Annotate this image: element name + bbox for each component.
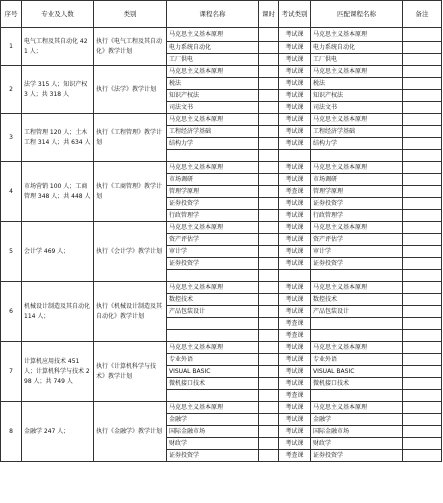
cell-note bbox=[403, 42, 442, 54]
cell-note bbox=[403, 306, 442, 318]
cell-transition: 证券投资学 bbox=[311, 198, 403, 210]
cell-category: 执行《工商管理》教学计划 bbox=[94, 162, 167, 222]
cell-seq: 5 bbox=[1, 222, 22, 282]
cell-exam-type: 考试课 bbox=[279, 306, 311, 318]
cell-exam-type: 考试课 bbox=[279, 102, 311, 114]
cell-exam-type: 考试课 bbox=[279, 258, 311, 270]
cell-exam-type: 考试课 bbox=[279, 138, 311, 150]
cell-hours bbox=[259, 186, 279, 198]
cell-note bbox=[403, 378, 442, 390]
cell-category: 执行《工程管理》教学计划 bbox=[94, 114, 167, 162]
cell-note bbox=[403, 90, 442, 102]
cell-note bbox=[403, 138, 442, 150]
table-row bbox=[1, 114, 442, 126]
cell-course: 行政管理学 bbox=[167, 210, 259, 222]
cell-major: 机械设计制造及其自动化 114 人； bbox=[22, 282, 94, 342]
cell-course bbox=[167, 270, 259, 282]
cell-exam-type: 考试课 bbox=[279, 438, 311, 450]
header-hours: 课时 bbox=[259, 1, 279, 28]
cell-hours bbox=[259, 102, 279, 114]
cell-hours bbox=[259, 354, 279, 366]
cell-note bbox=[403, 28, 442, 42]
table-row bbox=[1, 66, 442, 78]
cell-transition bbox=[311, 318, 403, 330]
cell-exam-type: 考试课 bbox=[279, 246, 311, 258]
cell-exam-type: 考试课 bbox=[279, 28, 311, 42]
cell-hours bbox=[259, 366, 279, 378]
cell-hours bbox=[259, 390, 279, 402]
cell-exam-type: 考试课 bbox=[279, 354, 311, 366]
cell-hours bbox=[259, 222, 279, 234]
cell-course: 国际金融市场 bbox=[167, 426, 259, 438]
cell-hours bbox=[259, 66, 279, 78]
cell-transition: 税法 bbox=[311, 78, 403, 90]
cell-exam-type: 考试课 bbox=[279, 126, 311, 138]
cell-hours bbox=[259, 138, 279, 150]
cell-transition: 马克思主义基本原理 bbox=[311, 342, 403, 354]
cell-course bbox=[167, 318, 259, 330]
cell-note bbox=[403, 198, 442, 210]
cell-transition: 产品包装设计 bbox=[311, 306, 403, 318]
cell-course: 市场调研 bbox=[167, 174, 259, 186]
cell-major: 计算机应用技术 451 人；计算机科学与技术 298 人；共 749 人 bbox=[22, 342, 94, 402]
cell-exam-type: 考试课 bbox=[279, 114, 311, 126]
cell-course: 金融学 bbox=[167, 414, 259, 426]
cell-course: 马克思主义基本原理 bbox=[167, 28, 259, 42]
cell-course: 司法文书 bbox=[167, 102, 259, 114]
cell-course: 工厂供电 bbox=[167, 54, 259, 66]
cell-transition: 数控技术 bbox=[311, 294, 403, 306]
cell-course: 审计学 bbox=[167, 246, 259, 258]
table-row bbox=[1, 402, 442, 414]
cell-exam-type: 考试课 bbox=[279, 174, 311, 186]
cell-transition: 行政管理学 bbox=[311, 210, 403, 222]
cell-seq: 4 bbox=[1, 162, 22, 222]
cell-exam-type: 考试课 bbox=[279, 90, 311, 102]
cell-course: 马克思主义基本原理 bbox=[167, 282, 259, 294]
cell-seq: 7 bbox=[1, 342, 22, 402]
cell-note bbox=[403, 210, 442, 222]
cell-hours bbox=[259, 426, 279, 438]
cell-hours bbox=[259, 282, 279, 294]
cell-course: 马克思主义基本原理 bbox=[167, 66, 259, 78]
cell-note bbox=[403, 102, 442, 114]
header-seq: 序号 bbox=[1, 1, 22, 28]
cell-course: 数控技术 bbox=[167, 294, 259, 306]
cell-course: 管理学原理 bbox=[167, 186, 259, 198]
cell-exam-type: 考试课 bbox=[279, 414, 311, 426]
cell-course bbox=[167, 390, 259, 402]
cell-hours bbox=[259, 126, 279, 138]
cell-exam-type: 考试课 bbox=[279, 342, 311, 354]
cell-note bbox=[403, 66, 442, 78]
header-exam-type: 考试类别 bbox=[279, 1, 311, 28]
cell-transition: 审计学 bbox=[311, 246, 403, 258]
cell-seq: 3 bbox=[1, 114, 22, 162]
cell-hours bbox=[259, 378, 279, 390]
table-row bbox=[1, 282, 442, 294]
header-major: 专业及人数 bbox=[22, 1, 94, 28]
cell-course: VISUAL BASIC bbox=[167, 366, 259, 378]
cell-seq: 8 bbox=[1, 402, 22, 462]
cell-major: 电气工程及其自动化 421 人； bbox=[22, 28, 94, 66]
cell-exam-type: 考查课 bbox=[279, 318, 311, 330]
cell-course: 财政学 bbox=[167, 438, 259, 450]
cell-hours bbox=[259, 198, 279, 210]
cell-hours bbox=[259, 54, 279, 66]
cell-exam-type: 考试课 bbox=[279, 42, 311, 54]
header-row bbox=[1, 1, 442, 28]
cell-transition: 专业外语 bbox=[311, 354, 403, 366]
cell-note bbox=[403, 330, 442, 342]
cell-transition: 马克思主义基本原理 bbox=[311, 282, 403, 294]
cell-hours bbox=[259, 258, 279, 270]
cell-seq: 1 bbox=[1, 28, 22, 66]
cell-hours bbox=[259, 246, 279, 258]
table-row bbox=[1, 28, 442, 42]
cell-category: 执行《电气工程及其自动化》教学计划 bbox=[94, 28, 167, 66]
cell-transition bbox=[311, 330, 403, 342]
cell-transition: 马克思主义基本原理 bbox=[311, 162, 403, 174]
cell-course: 税法 bbox=[167, 78, 259, 90]
cell-course: 微机接口技术 bbox=[167, 378, 259, 390]
cell-note bbox=[403, 174, 442, 186]
cell-course: 结构力学 bbox=[167, 138, 259, 150]
cell-exam-type: 考试课 bbox=[279, 66, 311, 78]
cell-transition: 马克思主义基本原理 bbox=[311, 402, 403, 414]
cell-transition: 马克思主义基本原理 bbox=[311, 28, 403, 42]
cell-course: 专业外语 bbox=[167, 354, 259, 366]
cell-major: 会计学 469 人； bbox=[22, 222, 94, 282]
cell-transition: 微机接口技术 bbox=[311, 378, 403, 390]
table-row bbox=[1, 162, 442, 174]
cell-note bbox=[403, 402, 442, 414]
table-row bbox=[1, 222, 442, 234]
cell-hours bbox=[259, 234, 279, 246]
cell-note bbox=[403, 246, 442, 258]
cell-course: 马克思主义基本原理 bbox=[167, 342, 259, 354]
cell-hours bbox=[259, 402, 279, 414]
cell-hours bbox=[259, 330, 279, 342]
cell-course bbox=[167, 150, 259, 162]
cell-course: 证券投资学 bbox=[167, 258, 259, 270]
cell-note bbox=[403, 318, 442, 330]
table-row bbox=[1, 342, 442, 354]
cell-exam-type: 考试课 bbox=[279, 222, 311, 234]
cell-note bbox=[403, 234, 442, 246]
cell-hours bbox=[259, 210, 279, 222]
cell-note bbox=[403, 114, 442, 126]
cell-course: 工程经济学基础 bbox=[167, 126, 259, 138]
cell-note bbox=[403, 186, 442, 198]
cell-note bbox=[403, 258, 442, 270]
cell-transition: 电力系统自动化 bbox=[311, 42, 403, 54]
cell-course bbox=[167, 330, 259, 342]
cell-exam-type: 考试课 bbox=[279, 198, 311, 210]
cell-note bbox=[403, 150, 442, 162]
cell-exam-type: 考试课 bbox=[279, 54, 311, 66]
cell-transition bbox=[311, 150, 403, 162]
cell-course: 知识产权法 bbox=[167, 90, 259, 102]
table-body bbox=[1, 28, 442, 462]
cell-exam-type: 考试课 bbox=[279, 378, 311, 390]
cell-transition: 知识产权法 bbox=[311, 90, 403, 102]
cell-transition: 马克思主义基本原理 bbox=[311, 222, 403, 234]
cell-note bbox=[403, 126, 442, 138]
cell-course: 马克思主义基本原理 bbox=[167, 222, 259, 234]
cell-course: 电力系统自动化 bbox=[167, 42, 259, 54]
cell-hours bbox=[259, 174, 279, 186]
cell-transition: 资产评估学 bbox=[311, 234, 403, 246]
cell-transition: 证券投资学 bbox=[311, 258, 403, 270]
cell-course: 证券投资学 bbox=[167, 198, 259, 210]
cell-seq: 2 bbox=[1, 66, 22, 114]
cell-major: 法学 315 人；知识产权 3 人；共 318 人 bbox=[22, 66, 94, 114]
cell-exam-type: 考试课 bbox=[279, 78, 311, 90]
cell-note bbox=[403, 78, 442, 90]
cell-exam-type: 考试课 bbox=[279, 282, 311, 294]
cell-transition: 工程经济学基础 bbox=[311, 126, 403, 138]
cell-note bbox=[403, 426, 442, 438]
cell-hours bbox=[259, 114, 279, 126]
cell-transition bbox=[311, 390, 403, 402]
cell-exam-type: 考试课 bbox=[279, 366, 311, 378]
cell-major: 工程管理 120 人；土木工程 314 人；共 634 人 bbox=[22, 114, 94, 162]
cell-transition bbox=[311, 270, 403, 282]
cell-exam-type: 考试课 bbox=[279, 426, 311, 438]
cell-hours bbox=[259, 318, 279, 330]
cell-exam-type: 考查课 bbox=[279, 390, 311, 402]
cell-seq: 6 bbox=[1, 282, 22, 342]
cell-transition: 市场调研 bbox=[311, 174, 403, 186]
cell-hours bbox=[259, 42, 279, 54]
cell-transition: 管理学原理 bbox=[311, 186, 403, 198]
cell-course: 马克思主义基本原理 bbox=[167, 162, 259, 174]
cell-note bbox=[403, 450, 442, 462]
cell-course: 证券投资学 bbox=[167, 450, 259, 462]
cell-note bbox=[403, 354, 442, 366]
cell-exam-type: 考试课 bbox=[279, 294, 311, 306]
header-note: 备注 bbox=[403, 1, 442, 28]
cell-major: 市场营销 100 人；工商管理 348 人；共 448 人 bbox=[22, 162, 94, 222]
cell-note bbox=[403, 222, 442, 234]
cell-exam-type: 考查课 bbox=[279, 186, 311, 198]
cell-transition: 证券投资学 bbox=[311, 450, 403, 462]
cell-note bbox=[403, 282, 442, 294]
cell-transition: 国际金融市场 bbox=[311, 426, 403, 438]
cell-note bbox=[403, 54, 442, 66]
cell-note bbox=[403, 270, 442, 282]
cell-exam-type: 考试课 bbox=[279, 210, 311, 222]
cell-exam-type: 考试课 bbox=[279, 234, 311, 246]
header-course: 课程名称 bbox=[167, 1, 259, 28]
cell-course: 产品包装设计 bbox=[167, 306, 259, 318]
cell-hours bbox=[259, 342, 279, 354]
cell-hours bbox=[259, 90, 279, 102]
cell-hours bbox=[259, 78, 279, 90]
cell-hours bbox=[259, 270, 279, 282]
cell-transition: 工厂供电 bbox=[311, 54, 403, 66]
cell-course: 资产评估学 bbox=[167, 234, 259, 246]
cell-category: 执行《机械设计制造及其自动化》教学计划 bbox=[94, 282, 167, 342]
cell-hours bbox=[259, 294, 279, 306]
cell-exam-type bbox=[279, 150, 311, 162]
cell-exam-type bbox=[279, 270, 311, 282]
cell-hours bbox=[259, 438, 279, 450]
cell-category: 执行《计算机科学与技术》教学计划 bbox=[94, 342, 167, 402]
cell-note bbox=[403, 438, 442, 450]
header-category: 类别 bbox=[94, 1, 167, 28]
cell-note bbox=[403, 342, 442, 354]
cell-hours bbox=[259, 306, 279, 318]
cell-transition: 结构力学 bbox=[311, 138, 403, 150]
cell-course: 马克思主义基本原理 bbox=[167, 114, 259, 126]
cell-course: 马克思主义基本原理 bbox=[167, 402, 259, 414]
cell-exam-type: 考查课 bbox=[279, 330, 311, 342]
cell-category: 执行《会计学》教学计划 bbox=[94, 222, 167, 282]
cell-category: 执行《金融学》教学计划 bbox=[94, 402, 167, 462]
cell-hours bbox=[259, 162, 279, 174]
cell-note bbox=[403, 414, 442, 426]
cell-note bbox=[403, 162, 442, 174]
cell-transition: 马克思主义基本原理 bbox=[311, 114, 403, 126]
cell-major: 金融学 247 人； bbox=[22, 402, 94, 462]
cell-hours bbox=[259, 28, 279, 42]
cell-hours bbox=[259, 450, 279, 462]
cell-transition: 金融学 bbox=[311, 414, 403, 426]
cell-transition: VISUAL BASIC bbox=[311, 366, 403, 378]
cell-exam-type: 考查课 bbox=[279, 450, 311, 462]
cell-note bbox=[403, 294, 442, 306]
cell-note bbox=[403, 390, 442, 402]
cell-category: 执行《法学》教学计划 bbox=[94, 66, 167, 114]
cell-hours bbox=[259, 150, 279, 162]
cell-transition: 马克思主义基本原理 bbox=[311, 66, 403, 78]
cell-exam-type: 考试课 bbox=[279, 162, 311, 174]
header-transition: 匹配课程名称 bbox=[311, 1, 403, 28]
cell-hours bbox=[259, 414, 279, 426]
cell-transition: 司法文书 bbox=[311, 102, 403, 114]
cell-note bbox=[403, 366, 442, 378]
cell-exam-type: 考试课 bbox=[279, 402, 311, 414]
cell-transition: 财政学 bbox=[311, 438, 403, 450]
